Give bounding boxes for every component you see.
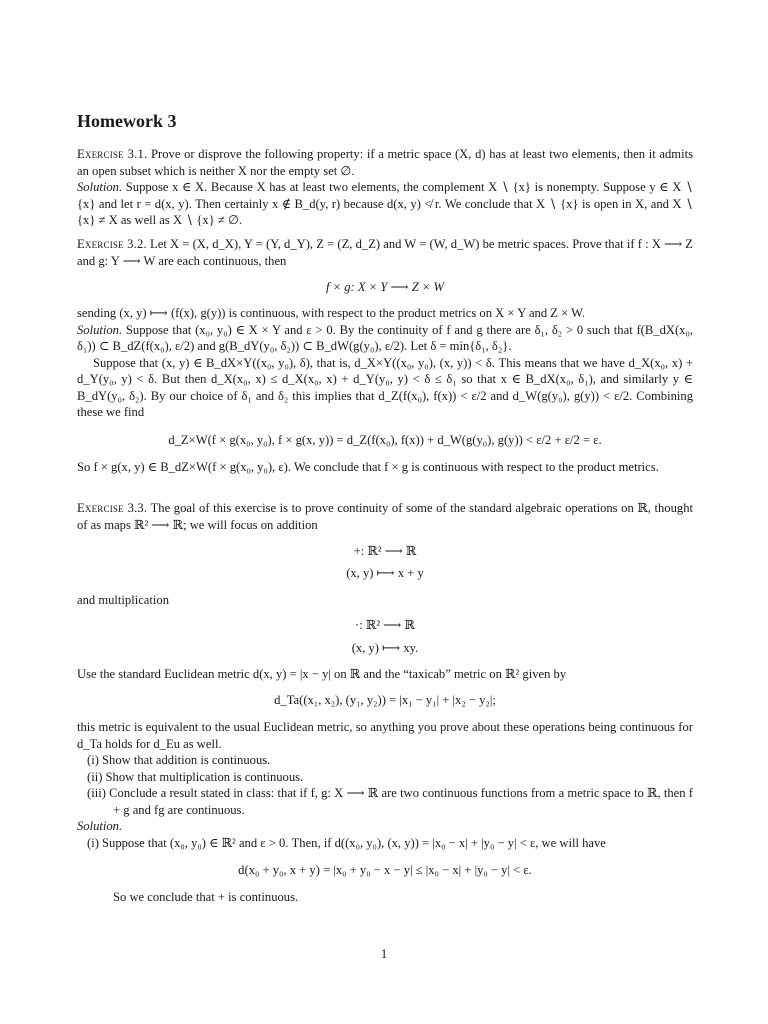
exercise-3-3	[77, 500, 693, 533]
exercise-label: Exercise 3.1.	[77, 147, 148, 161]
exercise-3-2	[77, 236, 693, 269]
solution-conclusion: So f × g(x, y) ∈ B_dZ×W(f × g(x₀, y₀), ε). We conclude that f × g is continuous with respect to the product metrics.	[77, 460, 659, 474]
exercise-label: Exercise 3.3.	[77, 501, 148, 515]
paragraph-text: this metric is equivalent to the usual Euclidean metric, so anything you prove about these operations being continuous for d_Ta holds for d_Eu as well.	[77, 720, 693, 751]
list-item: (i) Suppose that (x₀, y₀) ∈ ℝ² and ε > 0. Then, if d((x₀, y₀), (x, y)) = |x₀ − x| + |y₀ − y| < ε, we will have	[87, 835, 606, 850]
display-equation: ·: ℝ² ⟶ ℝ	[355, 618, 415, 632]
list-item: (ii) Show that multiplication is continuous.	[87, 769, 304, 784]
page-number: 1	[380, 947, 388, 961]
exercise-text: Prove or disprove the following property: if a metric space (X, d) has at least two elements, then it admits an open subset which is neither X nor the empty set ∅.	[77, 147, 694, 178]
solution-conclusion	[77, 889, 693, 906]
exercise-3-2-solution	[77, 305, 693, 421]
solution-text: Suppose that (x₀, y₀) ∈ X × Y and ε > 0. By the continuity of f and g there are δ₁, δ₂ > 0 such that f(B_dX(x₀, δ₁)) ⊂ B_dZ(f(x₀), ε/2) and g(B_dY(y₀, δ₂)) ⊂ B_dW(g(y₀), ε/2). Let δ = min{δ₁, δ₂}.	[77, 322, 693, 353]
page-title: Homework 3	[77, 111, 177, 131]
paragraph-text: Use the standard Euclidean metric d(x, y) = |x − y| on ℝ and the “taxicab” metric on ℝ² given by	[77, 667, 567, 681]
statement-continuation: sending (x, y) ⟼ (f(x), g(y)) is continuous, with respect to the product metrics on X × Y and Z × W.	[77, 306, 586, 320]
solution-paragraph: Suppose that (x, y) ∈ B_dX×Y((x₀, y₀), δ), that is, d_X×Y((x₀, y₀), (x, y)) < δ. This means that we have d_X(x₀, x) + d_Y(y₀, y) < δ. But then d_X(x₀, x) ≤ d_X(x₀, x) + d_Y(y₀, y) < δ ≤ δ₁ so that x ∈ B_dX(x₀, δ₁), and similarly y ∈ B_dY(y₀, δ₂). By our choice of δ₁ and δ₂ this implies that d_Z(f(x₀), f(x)) < ε/2 and d_W(g(y₀), g(y)) < ε/2. Combining these we find	[77, 355, 693, 419]
exercise-text: The goal of this exercise is to prove continuity of some of the standard algebraic operations on ℝ, thought of as maps ℝ² ⟶ ℝ; we will focus on addition	[77, 501, 693, 532]
display-equation: (x, y) ⟼ x + y	[346, 566, 424, 580]
solution-label: Solution.	[77, 819, 123, 833]
paragraph-text: So we conclude that + is continuous.	[113, 890, 299, 904]
display-equation: d_Ta((x₁, x₂), (y₁, y₂)) = |x₁ − y₁| + |x₂ − y₂|;	[274, 693, 496, 707]
display-equation: f × g: X × Y ⟶ Z × W	[325, 280, 445, 294]
paragraph-text: and multiplication	[77, 593, 169, 607]
list-item: (i) Show that addition is continuous.	[87, 753, 271, 767]
display-equation: d_Z×W(f × g(x₀, y₀), f × g(x, y)) = d_Z(f(x₀), f(x)) + d_W(g(y₀), g(y)) < ε/2 + ε/2 = ε.	[168, 433, 602, 447]
display-equation: +: ℝ² ⟶ ℝ	[353, 544, 417, 558]
display-equation: d(x₀ + y₀, x + y) = |x₀ + y₀ − x − y| ≤ |x₀ − x| + |y₀ − y| < ε.	[238, 863, 532, 877]
solution-text: Suppose x ∈ X. Because X has at least two elements, the complement X ∖ {x} is nonempty. Suppose y ∈ X ∖ {x} and let r = d(x, y). Then certainly x ∉ B_d(y, r) because d(x, y) ≮ r. We conclude that X ∖ {x} is open in X, and X ∖ {x} ≠ X as well as X ∖ {x} ≠ ∅.	[77, 180, 693, 227]
exercise-label: Exercise 3.2.	[77, 237, 147, 251]
exercise-3-1	[77, 146, 693, 229]
exercise-text: Let X = (X, d_X), Y = (Y, d_Y), Z = (Z, d_Z) and W = (W, d_W) be metric spaces. Prove that if f : X ⟶ Z and g: Y ⟶ W are each continuous, then	[77, 237, 693, 268]
display-equation: (x, y) ⟼ xy.	[351, 641, 419, 655]
solution-label: Solution.	[77, 322, 123, 337]
exercise-3-3-parts	[77, 719, 693, 851]
solution-label: Solution.	[77, 180, 123, 194]
list-item: (iii) Conclude a result stated in class: that if f, g: X ⟶ ℝ are two continuous functions from a metric space to ℝ, then f + g and fg are continuous.	[87, 786, 693, 817]
